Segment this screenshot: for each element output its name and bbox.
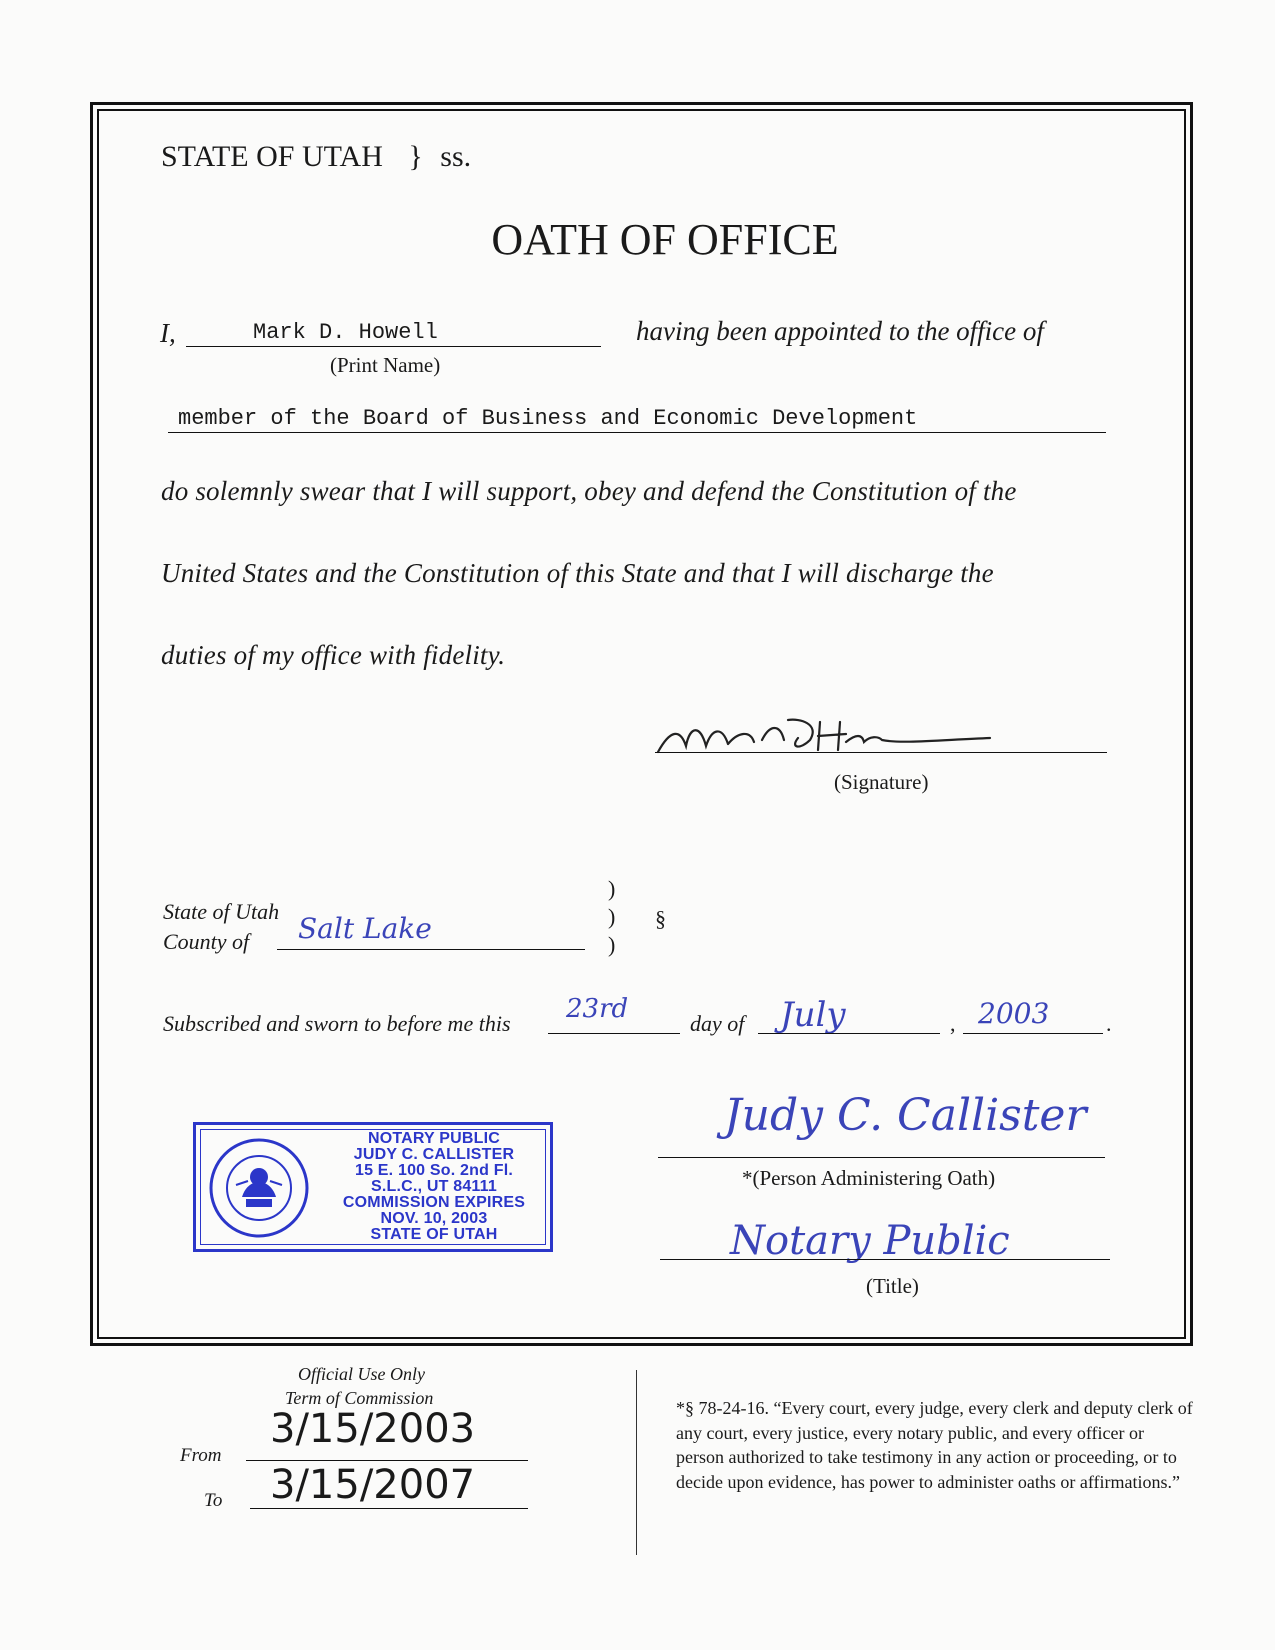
title-line xyxy=(660,1259,1110,1260)
paren-2: ) xyxy=(608,904,616,929)
state-header xyxy=(161,140,471,174)
brace: } xyxy=(408,140,423,173)
section-symbol: § xyxy=(655,906,666,931)
print-name-value: Mark D. Howell xyxy=(253,320,438,345)
appointed-text: having been appointed to the office of xyxy=(636,316,1044,346)
month-value: July xyxy=(780,995,846,1035)
to-value: 3/15/2007 xyxy=(270,1462,476,1508)
year-comma: , xyxy=(950,1011,956,1036)
title-caption: (Title) xyxy=(866,1274,919,1298)
stamp-line: STATE OF UTAH xyxy=(370,1226,498,1243)
oath-line-3: duties of my office with fidelity. xyxy=(161,640,506,670)
ss-label: ss. xyxy=(440,140,472,173)
to-label: To xyxy=(204,1490,223,1511)
to-line xyxy=(250,1508,528,1509)
document-title: OATH OF OFFICE xyxy=(491,215,839,264)
from-value: 3/15/2003 xyxy=(270,1406,476,1452)
month-line xyxy=(758,1033,940,1034)
divider xyxy=(636,1370,637,1555)
print-name-caption: (Print Name) xyxy=(330,353,441,377)
day-line xyxy=(548,1033,680,1034)
stamp-line: COMMISSION EXPIRES xyxy=(342,1194,526,1211)
oath-line-2: United States and the Constitution of this State and that I will discharge the xyxy=(161,558,994,588)
day-value: 23rd xyxy=(566,994,629,1024)
stamp-line: S.L.C., UT 84111 xyxy=(371,1178,497,1195)
day-of-text: day of xyxy=(690,1011,745,1036)
administrator-caption: *(Person Administering Oath) xyxy=(742,1166,996,1190)
administrator-line xyxy=(658,1157,1105,1158)
notary-stamp xyxy=(193,1122,553,1252)
pronoun: I, xyxy=(160,318,176,348)
administrator-signature: Judy C. Callister xyxy=(724,1090,1087,1141)
venue-county-label: County of xyxy=(163,929,250,954)
signature-line xyxy=(655,752,1107,753)
title-value: Notary Public xyxy=(730,1218,1010,1264)
year-value: 2003 xyxy=(978,997,1050,1030)
statute-note: *§ 78-24-16. “Every court, every judge, every clerk and deputy clerk of any court, every justice, every notary public, and every officer or person authorized to take testimony in any action or proceeding, or to decide upon evidence, has power to administer oaths or affirmations.” xyxy=(676,1398,1193,1492)
from-line xyxy=(246,1460,528,1461)
term-heading: Term of Commission xyxy=(285,1388,434,1408)
office-value: member of the Board of Business and Economic Development xyxy=(178,406,918,431)
print-name-line xyxy=(186,346,601,347)
office-line xyxy=(168,432,1106,433)
stamp-line: 15 E. 100 So. 2nd Fl. xyxy=(354,1162,514,1179)
county-value: Salt Lake xyxy=(298,912,432,945)
paren-1: ) xyxy=(608,876,616,901)
oath-line-1: do solemnly swear that I will support, obey and defend the Constitution of the xyxy=(161,476,1017,506)
stamp-line: NOTARY PUBLIC xyxy=(367,1130,501,1147)
from-label: From xyxy=(180,1445,222,1466)
signature-caption: (Signature) xyxy=(834,770,929,794)
year-period: . xyxy=(1106,1011,1112,1036)
venue-state: State of Utah xyxy=(163,899,280,924)
subscribed-text: Subscribed and sworn to before me this xyxy=(163,1011,511,1036)
stamp-line: JUDY C. CALLISTER xyxy=(353,1146,515,1163)
county-line xyxy=(277,949,585,950)
official-heading: Official Use Only xyxy=(298,1364,425,1384)
paren-3: ) xyxy=(608,932,616,957)
state-seal-icon xyxy=(208,1137,310,1239)
year-line xyxy=(963,1033,1103,1034)
stamp-text xyxy=(324,1131,544,1243)
stamp-line: NOV. 10, 2003 xyxy=(380,1210,488,1227)
state-label: STATE OF UTAH xyxy=(161,140,383,173)
